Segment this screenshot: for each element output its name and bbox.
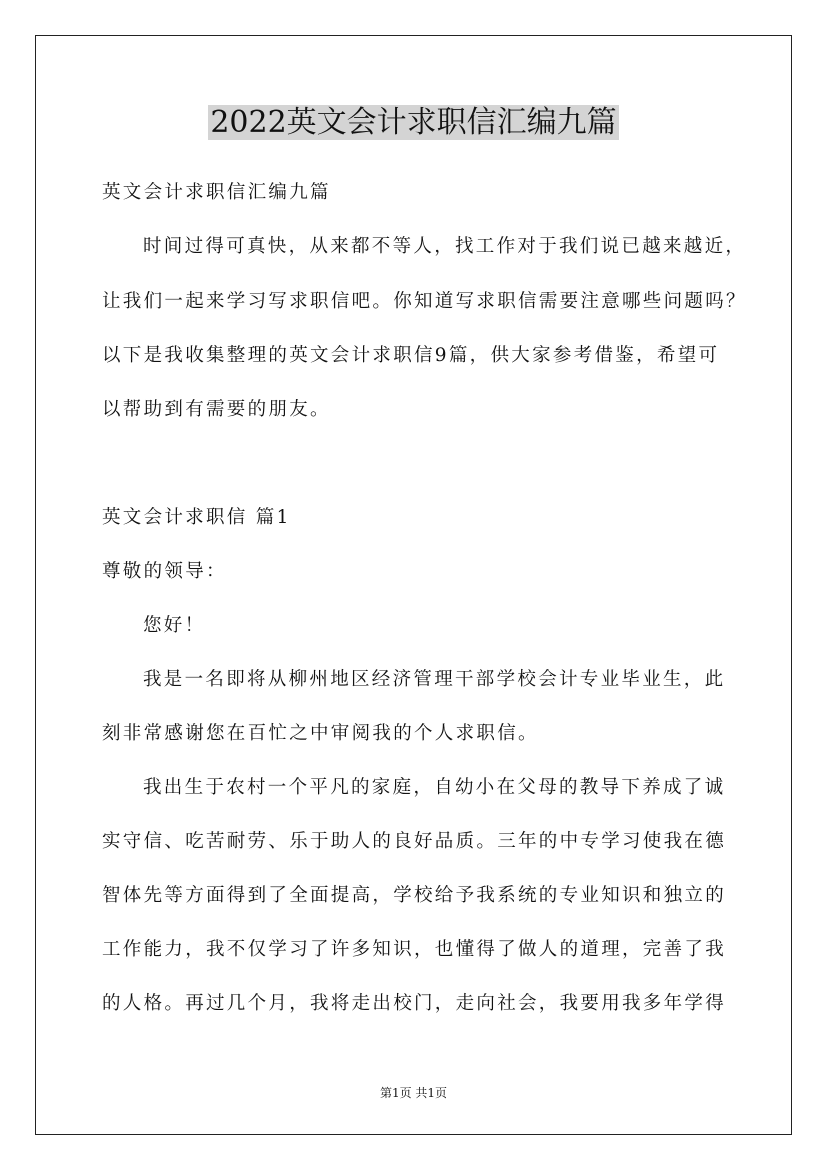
intro-line-4: 以帮助到有需要的朋友。	[102, 399, 331, 420]
paragraph2-line-5: 的人格。再过几个月，我将走出校门，走向社会，我要用我多年学得	[102, 993, 727, 1014]
salutation: 尊敬的领导：	[102, 561, 227, 582]
section-heading: 英文会计求职信 篇1	[102, 507, 291, 528]
paragraph2-line-4: 工作能力，我不仅学习了许多知识，也懂得了做人的道理，完善了我	[102, 939, 727, 960]
paragraph1-line-2: 刻非常感谢您在百忙之中审阅我的个人求职信。	[102, 723, 539, 744]
greeting: 您好！	[143, 615, 206, 636]
page-footer: 第1页 共1页	[379, 1086, 448, 1100]
document-subtitle: 英文会计求职信汇编九篇	[102, 182, 331, 203]
document-title	[0, 103, 827, 143]
paragraph1-line-1: 我是一名即将从柳州地区经济管理干部学校会计专业毕业生，此	[143, 669, 726, 690]
document-title-text: 2022英文会计求职信汇编九篇	[210, 105, 617, 140]
intro-line-1: 时间过得可真快，从来都不等人，找工作对于我们说已越来越近，	[143, 236, 747, 257]
intro-line-2: 让我们一起来学习写求职信吧。你知道写求职信需要注意哪些问题吗？	[102, 291, 747, 312]
paragraph2-line-1: 我出生于农村一个平凡的家庭，自幼小在父母的教导下养成了诚	[143, 777, 726, 798]
intro-line-3: 以下是我收集整理的英文会计求职信9篇，供大家参考借鉴，希望可	[102, 345, 720, 366]
paragraph2-line-2: 实守信、吃苦耐劳、乐于助人的良好品质。三年的中专学习使我在德	[102, 831, 727, 852]
paragraph2-line-3: 智体先等方面得到了全面提高，学校给予我系统的专业知识和独立的	[102, 885, 727, 906]
